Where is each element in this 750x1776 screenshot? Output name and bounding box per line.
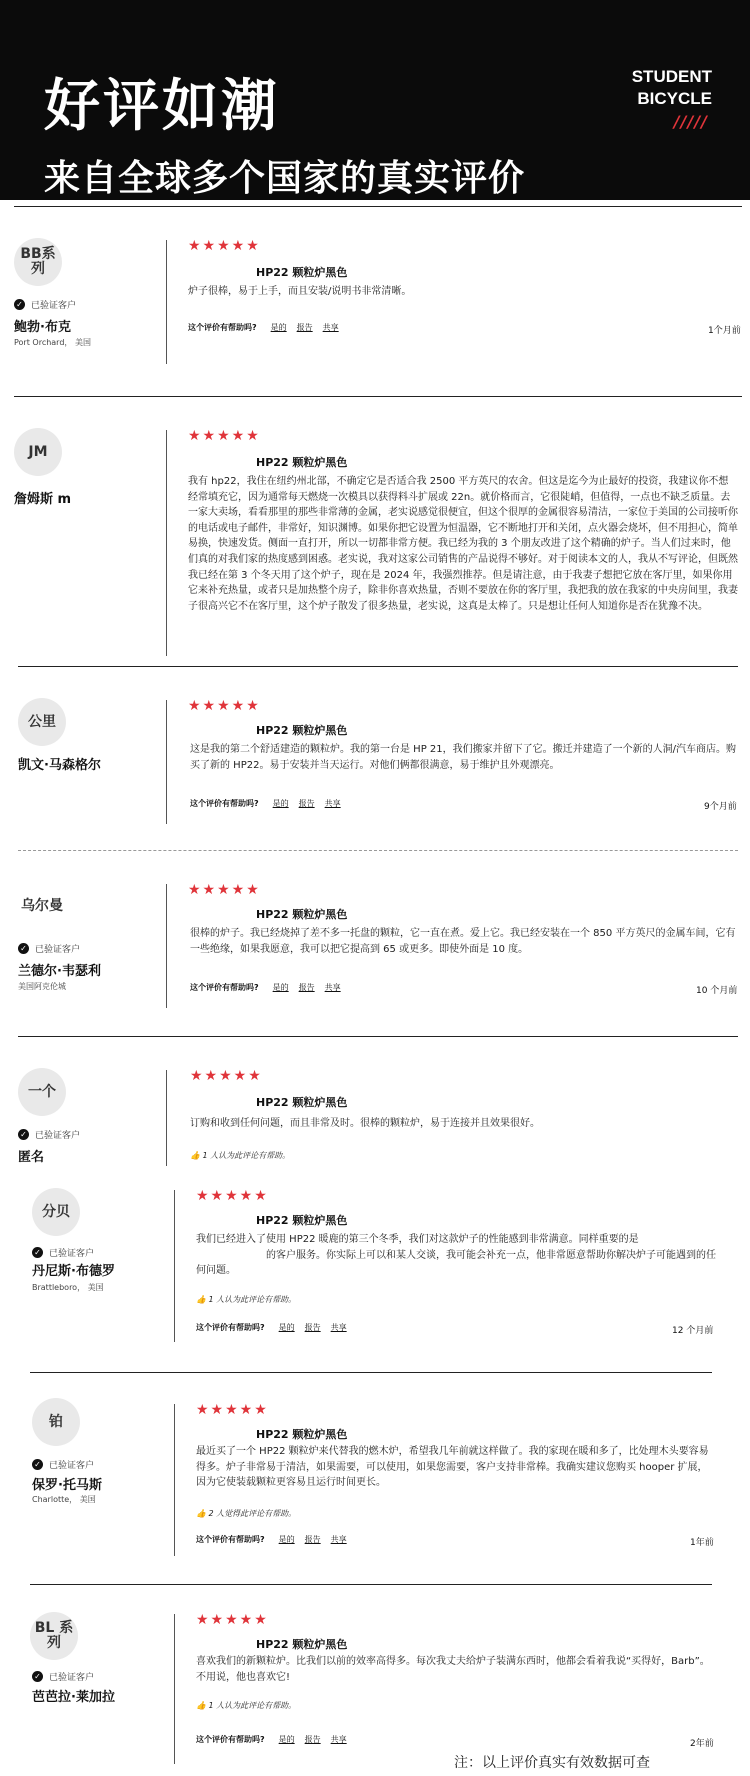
helpful-question: 这个评价有帮助吗?	[190, 799, 259, 808]
thumbs-up-icon: 👍	[196, 1509, 206, 1518]
column-divider	[174, 1614, 175, 1764]
reviewer-location: Brattleboro， 美国	[32, 1283, 104, 1292]
review-date: 1年前	[690, 1538, 714, 1548]
report-link[interactable]: 报告	[298, 983, 315, 992]
review-text: 最近买了一个 HP22 颗粒炉来代替我的燃木炉，希望我几年前就这样做了。我的家现在暖和多了，比处理木头要容易得多。炉子非常易于清洁，如果需要，可以使用，如果您需要，客户支持非常棒。我确实建议您购买 hooper 扩展，因为它使装载颗粒更容易且运行时间更长。	[196, 1446, 709, 1489]
column-divider	[166, 240, 167, 364]
helpful-count: 👍 1 人认为此评论有帮助。	[196, 1295, 297, 1304]
column-divider	[166, 430, 167, 656]
product-name: HP22 颗粒炉黑色	[256, 908, 348, 921]
helpful-count: 👍 2 人觉得此评论有帮助。	[196, 1509, 297, 1518]
helpful-row	[196, 1322, 347, 1333]
share-link[interactable]: 共享	[322, 323, 339, 332]
reviewer-name: 保罗·托马斯	[32, 1478, 102, 1493]
star-rating: ★★★★★	[188, 698, 261, 714]
helpful-row	[188, 322, 339, 333]
helpful-count: 👍 1 人认为此评论有帮助。	[190, 1151, 291, 1160]
product-name: HP22 颗粒炉黑色	[256, 1428, 348, 1441]
review-text: 喜欢我们的新颗粒炉。比我们以前的效率高得多。每次我丈夫给炉子装满东西时，他都会看着我说“买得好，Barb”。不用说，他也喜欢它!	[196, 1656, 710, 1683]
verified-badge: ✓ 已验证客户	[32, 1670, 94, 1683]
share-link[interactable]: 共享	[330, 1323, 347, 1332]
divider	[30, 1584, 712, 1585]
helpful-question: 这个评价有帮助吗?	[190, 983, 259, 992]
avatar: 公里	[18, 698, 66, 746]
page-title: 好评如潮	[44, 74, 280, 139]
product-name: HP22 颗粒炉黑色	[256, 456, 348, 469]
avatar: BL 系列	[30, 1612, 78, 1660]
reviewer-name: 芭芭拉·莱加拉	[32, 1690, 115, 1705]
avatar: JM	[14, 428, 62, 476]
divider	[18, 850, 738, 851]
avatar: 乌尔曼	[21, 897, 63, 914]
verified-badge: ✓ 已验证客户	[18, 1128, 80, 1141]
verified-badge: ✓ 已验证客户	[18, 942, 80, 955]
brand-line-1: STUDENT	[631, 67, 712, 86]
helpful-count: 👍 1 人认为此评论有帮助。	[196, 1701, 297, 1710]
divider	[14, 396, 742, 397]
review-text: 炉子很棒，易于上手，而且安装/说明书非常清晰。	[188, 286, 412, 297]
report-link[interactable]: 报告	[304, 1735, 321, 1744]
column-divider	[166, 700, 167, 824]
column-divider	[166, 1070, 167, 1166]
share-link[interactable]: 共享	[330, 1735, 347, 1744]
thumbs-up-icon: 👍	[190, 1151, 200, 1160]
report-link[interactable]: 报告	[304, 1323, 321, 1332]
helpful-yes-link[interactable]: 是的	[278, 1535, 295, 1544]
report-link[interactable]: 报告	[304, 1535, 321, 1544]
review-date: 10 个月前	[696, 986, 738, 996]
avatar: 分贝	[32, 1188, 80, 1236]
share-link[interactable]: 共享	[324, 983, 341, 992]
helpful-yes-link[interactable]: 是的	[270, 323, 287, 332]
brand-line-2: BICYCLE	[637, 89, 712, 108]
star-rating: ★★★★★	[188, 238, 261, 254]
star-rating: ★★★★★	[188, 882, 261, 898]
review-date: 1个月前	[708, 326, 741, 336]
star-rating: ★★★★★	[196, 1188, 269, 1204]
product-name: HP22 颗粒炉黑色	[256, 1638, 348, 1651]
star-rating: ★★★★★	[188, 428, 261, 444]
helpful-row	[196, 1534, 347, 1545]
product-name: HP22 颗粒炉黑色	[256, 1214, 348, 1227]
avatar: 铂	[32, 1398, 80, 1446]
helpful-row	[190, 982, 341, 993]
helpful-row	[196, 1734, 347, 1745]
check-icon: ✓	[18, 1129, 29, 1140]
brand-logo	[632, 66, 712, 110]
review-date: 2年前	[690, 1739, 714, 1749]
reviewer-name: 匿名	[18, 1150, 45, 1165]
reviewer-name: 丹尼斯·布德罗	[32, 1264, 115, 1279]
reviewer-name: 詹姆斯 m	[14, 492, 72, 507]
helpful-row	[190, 798, 341, 809]
review-text: 我们已经进入了使用 HP22 暖鹿的第三个冬季，我们对这款炉子的性能感到非常满意。同样重要的是 的客户服务。你实际上可以和某人交谈，我可能会补充一点，他非常愿意帮助你解决炉子可能遇到的任何问题。	[196, 1234, 716, 1277]
report-link[interactable]: 报告	[298, 799, 315, 808]
review-date: 12 个月前	[672, 1326, 714, 1336]
share-link[interactable]: 共享	[330, 1535, 347, 1544]
helpful-question: 这个评价有帮助吗?	[196, 1535, 265, 1544]
divider	[14, 206, 742, 207]
check-icon: ✓	[18, 943, 29, 954]
reviewer-location: 美国阿克伦城	[18, 982, 66, 991]
reviewer-name: 兰德尔·韦瑟利	[18, 964, 101, 979]
review-date: 9个月前	[704, 802, 737, 812]
divider	[30, 1372, 712, 1373]
star-rating: ★★★★★	[190, 1068, 263, 1084]
report-link[interactable]: 报告	[296, 323, 313, 332]
helpful-yes-link[interactable]: 是的	[272, 983, 289, 992]
product-name: HP22 颗粒炉黑色	[256, 1096, 348, 1109]
verified-badge: ✓ 已验证客户	[32, 1246, 94, 1259]
helpful-yes-link[interactable]: 是的	[272, 799, 289, 808]
reviewer-location: Port Orchard， 美国	[14, 338, 91, 347]
thumbs-up-icon: 👍	[196, 1295, 206, 1304]
review-text: 很棒的炉子。我已经烧掉了差不多一托盘的颗粒，它一直在煮。爱上它。我已经安装在一个 850 平方英尺的金属车间，它有一些绝缘，如果我愿意，我可以把它提高到 65 或更多。即使外面是 10 度。	[190, 928, 736, 955]
avatar: 一个	[18, 1068, 66, 1116]
check-icon: ✓	[32, 1247, 43, 1258]
helpful-yes-link[interactable]: 是的	[278, 1735, 295, 1744]
helpful-question: 这个评价有帮助吗?	[188, 323, 257, 332]
column-divider	[166, 884, 167, 1008]
verified-badge: ✓ 已验证客户	[14, 298, 76, 311]
helpful-yes-link[interactable]: 是的	[278, 1323, 295, 1332]
product-name: HP22 颗粒炉黑色	[256, 724, 348, 737]
reviewer-name: 鲍勃·布克	[14, 320, 71, 335]
check-icon: ✓	[32, 1459, 43, 1470]
hero-banner	[0, 0, 750, 200]
brand-slashes: /////	[673, 112, 708, 131]
verified-badge: ✓ 已验证客户	[32, 1458, 94, 1471]
column-divider	[174, 1404, 175, 1556]
review-text: 这是我的第二个舒适建造的颗粒炉。我的第一台是 HP 21，我们搬家并留下了它。搬迁并建造了一个新的人洞/汽车商店。购买了新的 HP22。易于安装并当天运行。对他们俩都很满意，易于维护且外观漂亮。	[190, 744, 737, 771]
divider	[18, 666, 738, 667]
review-text: 我有 hp22，我住在纽约州北部，不确定它是否适合我 2500 平方英尺的农舍。但这是迄今为止最好的投资，我建议你不想经常填充它，因为通常每天燃烧一次模具以获得料斗扩展或 22n。就价格而言，它很陡峭，但值得，一点也不缺乏质量。去一家大卖场，看看那里的那些非常薄的金属，老实说感觉很便宜，但这个很厚的金属很容易清洁，一家位于美国的公司接听你的电话或电子邮件，非常好，知识渊博。如果你把它设置为恒温器，它不断地打开和关闭，点火器会烧坏，但不用担心，简单易换，快速发货。侧面一直打开，所以一切都非常方便。我已经为我的 3 个朋友改进了这个精确的炉子。当人们过来时，他们真的对我们家的热度感到困惑。老实说，我对这家公司销售的产品说得不够好。对于阅读本文的人，我从不写评论，但既然我已经在第 3 个冬天用了这个炉子，现在是 2024 年，我强烈推荐。但是请注意，由于我妻子想把它放在客厅里，如果你用它来补充热量，或者只是加热整个房子，除非你喜欢热量，否则不要放在你的客厅里，我把我的放在我家的中央房间里，我妻子很高兴它不在客厅里，这个炉子散发了很多热量，老实说，这真是太棒了。只是想让任何人知道你是否在犹豫不决。	[188, 476, 738, 612]
reviewer-name: 凯文·马森格尔	[18, 758, 101, 773]
column-divider	[174, 1190, 175, 1342]
helpful-question: 这个评价有帮助吗?	[196, 1323, 265, 1332]
product-name: HP22 颗粒炉黑色	[256, 266, 348, 279]
check-icon: ✓	[14, 299, 25, 310]
page-subtitle: 来自全球多个国家的真实评价	[44, 158, 526, 199]
reviewer-location: Charlotte， 美国	[32, 1495, 96, 1504]
star-rating: ★★★★★	[196, 1402, 269, 1418]
thumbs-up-icon: 👍	[196, 1701, 206, 1710]
helpful-question: 这个评价有帮助吗?	[196, 1735, 265, 1744]
footer-note: 注：以上评价真实有效数据可查	[454, 1755, 650, 1771]
star-rating: ★★★★★	[196, 1612, 269, 1628]
share-link[interactable]: 共享	[324, 799, 341, 808]
avatar: BB系列	[14, 238, 62, 286]
divider	[18, 1036, 738, 1037]
review-text: 订购和收到任何问题，而且非常及时。很棒的颗粒炉，易于连接并且效果很好。	[190, 1118, 540, 1129]
check-icon: ✓	[32, 1671, 43, 1682]
